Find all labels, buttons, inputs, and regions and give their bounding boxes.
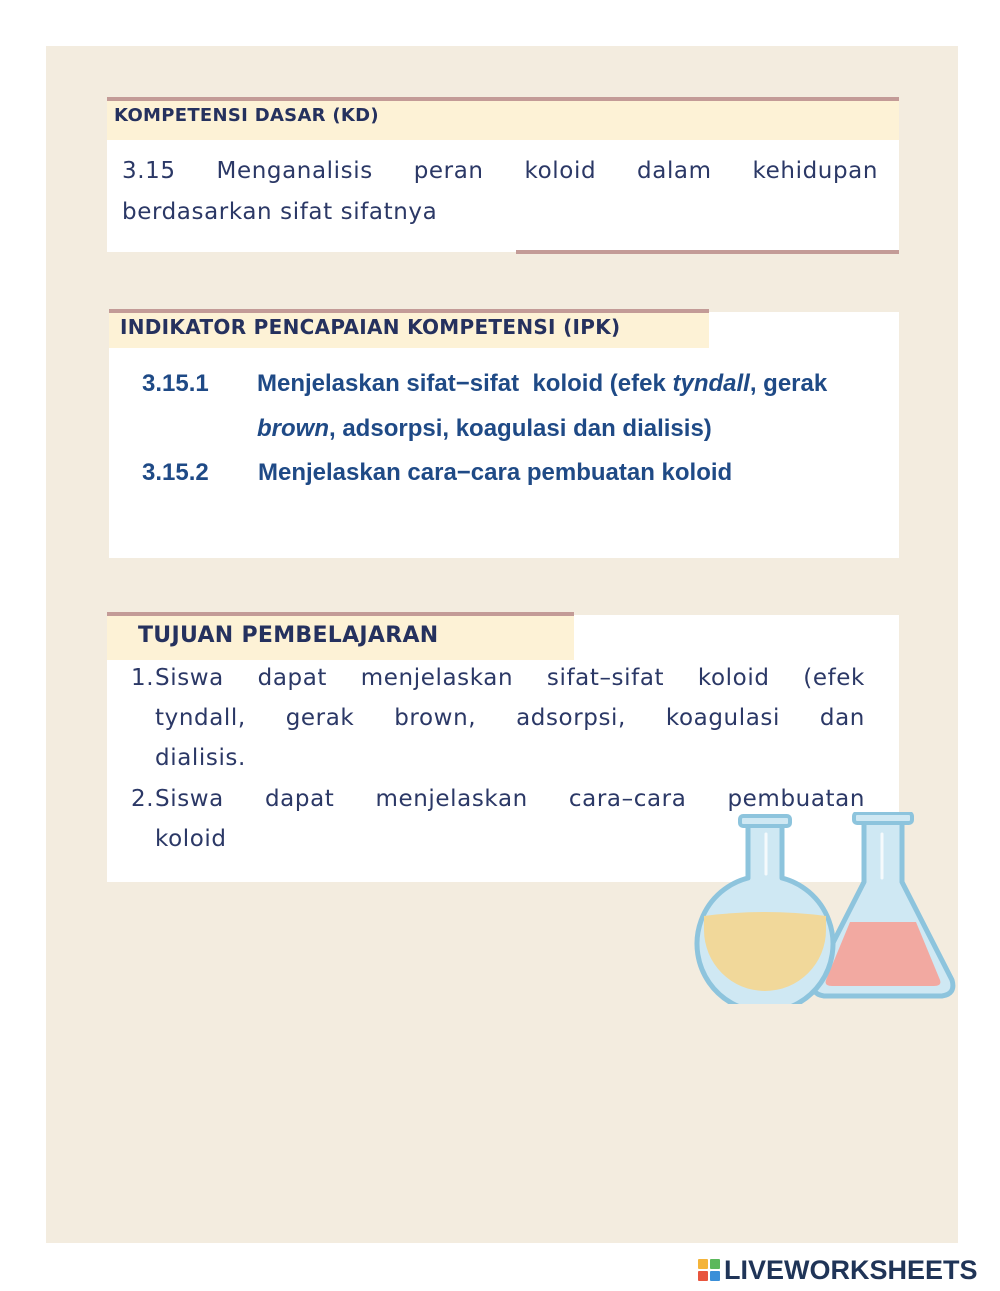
ipk-item-1-tail: , gerak xyxy=(749,370,828,397)
round-flask-icon xyxy=(697,816,833,1004)
tujuan-item-2-line-2: koloid xyxy=(155,826,227,852)
ipk-item-1-italic-2: brown xyxy=(257,415,329,442)
logo-block-e xyxy=(710,1271,720,1281)
tujuan-word: Siswa xyxy=(155,665,224,691)
liveworksheets-logo xyxy=(698,1253,978,1287)
ipk-item-1-text: Menjelaskan sifat−sifat koloid (efek xyxy=(257,370,673,397)
ipk-item-1-line-2 xyxy=(257,415,712,443)
kd-word: kehidupan xyxy=(752,158,879,184)
ipk-item-2-number: 3.15.2 xyxy=(142,459,209,486)
tujuan-word: dan xyxy=(819,705,865,731)
kd-word: Menganalisis xyxy=(216,158,373,184)
tujuan-item-1-line-1 xyxy=(155,665,865,691)
logo-text: LIVEWORKSHEETS xyxy=(724,1254,978,1285)
kd-top-rule xyxy=(107,97,899,101)
flasks-illustration xyxy=(686,812,962,1004)
tujuan-item-2-line-1 xyxy=(155,786,865,812)
tujuan-word: Siswa xyxy=(155,786,224,812)
tujuan-item-1-number: 1. xyxy=(131,665,155,691)
tujuan-word: koloid xyxy=(697,665,770,691)
tujuan-item-2-number: 2. xyxy=(131,786,155,812)
tujuan-word: dapat xyxy=(257,665,328,691)
logo-blocks-icon xyxy=(698,1259,720,1281)
tujuan-word: dapat xyxy=(264,786,335,812)
tujuan-word: (efek xyxy=(803,665,865,691)
kd-text-line-2: berdasarkan sifat sifatnya xyxy=(122,199,438,225)
kd-word: koloid xyxy=(524,158,597,184)
kd-heading: KOMPETENSI DASAR (KD) xyxy=(114,105,379,126)
logo-block-v xyxy=(698,1271,708,1281)
tujuan-word: koagulasi xyxy=(665,705,780,731)
ipk-item-1-tail-2: , adsorpsi, koagulasi dan dialisis) xyxy=(329,415,712,442)
kd-text-line-1 xyxy=(122,158,878,184)
tujuan-item-1-line-3: dialisis. xyxy=(155,745,246,771)
ipk-item-1-italic: tyndall xyxy=(672,370,750,397)
tujuan-word: sifat–sifat xyxy=(546,665,665,691)
kd-word: peran xyxy=(413,158,484,184)
tujuan-word: cara–cara xyxy=(568,786,687,812)
tujuan-word: tyndall, xyxy=(155,705,246,731)
tujuan-word: pembuatan xyxy=(727,786,865,812)
tujuan-item-1-line-2 xyxy=(155,705,865,731)
logo-block-i xyxy=(710,1259,720,1269)
kd-word: 3.15 xyxy=(122,158,176,184)
conical-flask-icon xyxy=(813,813,953,996)
ipk-item-2-text: Menjelaskan cara−cara pembuatan koloid xyxy=(258,459,733,486)
tujuan-word: adsorpsi, xyxy=(516,705,626,731)
kd-bottom-rule xyxy=(516,250,899,254)
kd-word: dalam xyxy=(637,158,712,184)
logo-block-l xyxy=(698,1259,708,1269)
tujuan-word: brown, xyxy=(394,705,477,731)
tujuan-word: menjelaskan xyxy=(375,786,528,812)
ipk-item-1-number: 3.15.1 xyxy=(142,370,209,397)
tujuan-word: gerak xyxy=(285,705,355,731)
tujuan-word: menjelaskan xyxy=(360,665,514,691)
ipk-item-1-line-1 xyxy=(257,370,827,398)
ipk-top-rule xyxy=(109,309,709,313)
ipk-heading: INDIKATOR PENCAPAIAN KOMPETENSI (IPK) xyxy=(120,315,621,339)
tujuan-top-rule xyxy=(107,612,574,616)
tujuan-heading: TUJUAN PEMBELAJARAN xyxy=(138,623,439,648)
